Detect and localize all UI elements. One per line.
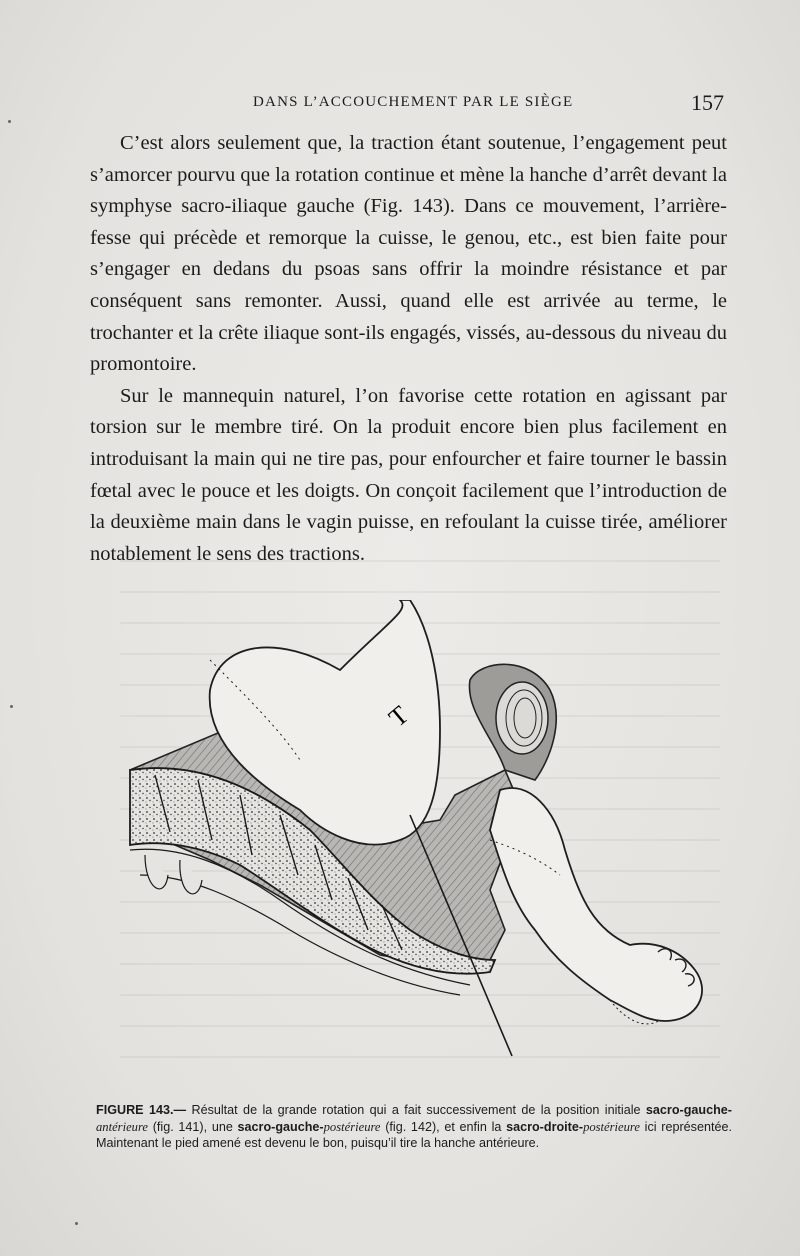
caption-text: Résultat de la grande rotation qui a fait successivement de la position initiale xyxy=(186,1103,646,1117)
page-header xyxy=(90,92,730,122)
figure-letter-t: T xyxy=(383,700,415,733)
caption-term: sacro-gauche- xyxy=(645,1103,732,1117)
caption-term-italic: postérieure xyxy=(323,1119,381,1134)
page-number: 157 xyxy=(691,90,724,115)
caption-term-italic: antérieure xyxy=(96,1119,148,1134)
body-text xyxy=(90,128,727,570)
figure-caption xyxy=(96,1102,732,1152)
caption-term: sacro-droite- xyxy=(506,1119,584,1134)
caption-term-italic: postérieure xyxy=(583,1119,640,1134)
paragraph: Sur le mannequin naturel, l’on favorise cette rotation en agissant par torsion sur le membre tiré. On la produit encore bien plus facilement en introduisant la main qui ne tire pas, pour enfourcher et faire tourner le bassin fœtal avec le pouce et les doigts. On conçoit facilement que l’introduction de la deuxième main dans le vagin puisse, en refoulant la cuisse tirée, améliorer notablement le sens des tractions. xyxy=(90,384,727,565)
pelvis-illustration xyxy=(110,600,730,1080)
margin-speck xyxy=(75,1222,78,1225)
margin-speck xyxy=(8,120,11,123)
margin-speck xyxy=(10,705,13,708)
caption-text: (fig. 142), et enfin la xyxy=(380,1119,507,1134)
caption-text: (fig. 141), une xyxy=(148,1119,238,1134)
caption-term: sacro-gauche- xyxy=(237,1119,324,1134)
caption-text: ici représentée. Maintenant le pied amené est devenu le bon, puisqu’il tire la hanche antérieure. xyxy=(96,1119,732,1150)
figure-143-illustration xyxy=(110,600,730,1080)
running-title: DANS L’ACCOUCHEMENT PAR LE SIÈGE xyxy=(253,94,574,110)
paragraph: C’est alors seulement que, la traction étant soutenue, l’engagement peut s’amorcer pourvu que la rotation continue et mène la hanche d’arrêt devant la symphyse sacro-iliaque gauche (Fig. 143). Dans ce mouvement, l’arrière-fesse qui précède et remorque la cuisse, le genou, etc., est bien faite pour s’engager en dedans du psoas sans offrir la moindre résistance et par conséquent sans remonter. Aussi, quand elle est arrivée au terme, le trochanter et la crête iliaque sont-ils engagés, vissés, au-dessous du niveau du promontoire. xyxy=(90,132,727,376)
caption-label: FIGURE 143.— xyxy=(96,1103,187,1117)
fetal-leg xyxy=(490,788,702,1021)
